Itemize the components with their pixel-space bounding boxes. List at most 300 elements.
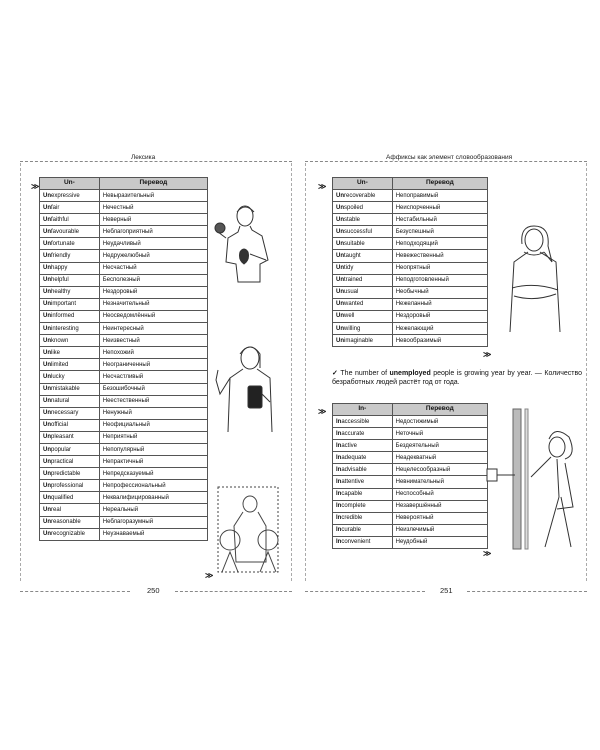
word-stem: imaginable	[344, 337, 374, 344]
word-cell	[40, 419, 100, 431]
translation-cell: Неквалифицированный	[99, 492, 207, 504]
woman-with-phone-illustration	[210, 342, 290, 437]
table-row	[333, 524, 488, 536]
chevron-icon: ≫	[205, 571, 212, 580]
word-stem: predictable	[51, 470, 81, 477]
word-cell	[40, 383, 100, 395]
word-prefix: Un	[43, 337, 51, 344]
table-row	[333, 298, 488, 310]
word-prefix: In	[336, 442, 342, 449]
translation-cell: Непохожий	[99, 347, 207, 359]
translation-cell: Бесполезный	[99, 274, 207, 286]
word-cell	[333, 190, 393, 202]
word-cell	[333, 500, 393, 512]
chevron-icon: ≫	[483, 350, 490, 359]
word-cell	[40, 456, 100, 468]
word-stem: practical	[51, 458, 74, 465]
word-stem: pleasant	[51, 434, 74, 441]
word-prefix: Un	[43, 277, 51, 284]
right-page	[305, 154, 587, 597]
column-header: Перевод	[392, 404, 487, 416]
translation-cell: Невежественный	[392, 250, 487, 262]
word-stem: limited	[51, 361, 69, 368]
word-prefix: Un	[43, 253, 51, 260]
translation-cell: Неподходящий	[392, 238, 487, 250]
table-row	[40, 238, 208, 250]
word-cell	[40, 504, 100, 516]
table-row	[333, 428, 488, 440]
word-stem: accessible	[341, 418, 370, 425]
example-text-start: The number of	[340, 370, 390, 377]
column-header: Перевод	[99, 178, 207, 190]
word-prefix: Un	[43, 265, 51, 272]
word-stem: expressive	[51, 192, 80, 199]
column-header: In-	[333, 404, 393, 416]
word-cell	[333, 452, 393, 464]
prefix-table-in	[332, 403, 488, 549]
word-prefix: Un	[43, 531, 51, 538]
translation-cell: Неблагоразумный	[99, 516, 207, 528]
word-prefix: Un	[336, 204, 344, 211]
table-row	[333, 500, 488, 512]
word-prefix: Un	[43, 325, 51, 332]
table-header-row	[40, 178, 208, 190]
word-prefix: Un	[43, 240, 51, 247]
word-stem: known	[51, 337, 69, 344]
translation-cell: Нежелающий	[392, 323, 487, 335]
word-cell	[40, 323, 100, 335]
woman-in-doorway-illustration	[485, 407, 580, 552]
word-cell	[40, 407, 100, 419]
word-cell	[333, 416, 393, 428]
translation-cell: Недостижимый	[392, 416, 487, 428]
translation-cell: Неадекватный	[392, 452, 487, 464]
word-stem: informed	[51, 313, 75, 320]
word-cell	[333, 262, 393, 274]
word-cell	[333, 238, 393, 250]
word-prefix: Un	[336, 301, 344, 308]
example-text-end: people is growing year by year. — Количество безработных людей растёт год от года.	[332, 370, 582, 386]
table-row	[40, 480, 208, 492]
translation-cell: Неофициальный	[99, 419, 207, 431]
word-prefix: Un	[43, 192, 51, 199]
word-stem: favourable	[51, 228, 80, 235]
word-prefix: Un	[43, 373, 51, 380]
word-stem: curable	[341, 527, 362, 534]
translation-cell: Невнимательный	[392, 476, 487, 488]
translation-cell: Нечестный	[99, 202, 207, 214]
table-row	[333, 488, 488, 500]
word-prefix: Un	[43, 361, 51, 368]
translation-cell: Непопулярный	[99, 443, 207, 455]
word-stem: complete	[341, 503, 366, 510]
word-prefix: Un	[43, 398, 51, 405]
translation-cell: Нецелесообразный	[392, 464, 487, 476]
word-stem: usual	[344, 289, 359, 296]
table-row	[333, 323, 488, 335]
word-prefix: Un	[336, 325, 344, 332]
word-prefix: Un	[43, 313, 51, 320]
word-stem: successful	[344, 228, 373, 235]
table-row	[40, 516, 208, 528]
word-prefix: Un	[43, 446, 51, 453]
translation-cell: Непрофессиональный	[99, 480, 207, 492]
word-cell	[333, 536, 393, 548]
word-stem: accurate	[341, 430, 365, 437]
word-prefix: Un	[43, 506, 51, 513]
word-prefix: In	[336, 430, 342, 437]
word-cell	[40, 359, 100, 371]
word-prefix: Un	[336, 216, 344, 223]
translation-cell: Неприятный	[99, 431, 207, 443]
table-row	[40, 443, 208, 455]
word-cell	[40, 371, 100, 383]
word-cell	[333, 214, 393, 226]
word-cell	[40, 310, 100, 322]
translation-cell: Неиспорченный	[392, 202, 487, 214]
translation-cell: Неестественный	[99, 395, 207, 407]
table-row	[40, 214, 208, 226]
word-prefix: In	[336, 479, 342, 486]
word-stem: adequate	[341, 454, 367, 461]
table-row	[40, 383, 208, 395]
word-stem: lucky	[51, 373, 65, 380]
word-prefix: Un	[43, 301, 51, 308]
word-cell	[40, 238, 100, 250]
word-cell	[333, 440, 393, 452]
translation-cell: Безошибочный	[99, 383, 207, 395]
word-prefix: In	[336, 539, 342, 546]
word-prefix: In	[336, 503, 342, 510]
table-row	[333, 310, 488, 322]
translation-cell: Неудобный	[392, 536, 487, 548]
example-keyword: unemployed	[389, 370, 431, 377]
word-stem: trained	[344, 277, 363, 284]
word-stem: well	[344, 313, 355, 320]
translation-cell: Бездеятельный	[392, 440, 487, 452]
person-behind-plants-illustration	[208, 482, 288, 577]
chevron-icon: ≫	[483, 549, 490, 558]
translation-cell: Неспособный	[392, 488, 487, 500]
table-row	[333, 476, 488, 488]
translation-cell: Невыразительный	[99, 190, 207, 202]
word-prefix: Un	[43, 349, 51, 356]
column-header: Un-	[40, 178, 100, 190]
word-cell	[40, 286, 100, 298]
table-row	[40, 298, 208, 310]
translation-cell: Неинтересный	[99, 323, 207, 335]
translation-cell: Непрактичный	[99, 456, 207, 468]
word-cell	[333, 428, 393, 440]
column-header: Un-	[333, 178, 393, 190]
word-prefix: Un	[43, 519, 51, 526]
table-row	[40, 371, 208, 383]
word-cell	[40, 528, 100, 540]
word-prefix: In	[336, 527, 342, 534]
word-prefix: Un	[43, 204, 51, 211]
word-stem: active	[341, 442, 358, 449]
word-prefix: Un	[336, 289, 344, 296]
word-stem: mistakable	[51, 386, 80, 393]
word-prefix: Un	[43, 386, 51, 393]
footer-rule	[467, 591, 587, 593]
translation-cell: Несчастливый	[99, 371, 207, 383]
word-prefix: In	[336, 454, 342, 461]
translation-cell: Ненужный	[99, 407, 207, 419]
word-prefix: In	[336, 515, 342, 522]
word-stem: real	[51, 506, 62, 513]
translation-cell: Неизвестный	[99, 335, 207, 347]
word-prefix: Un	[43, 228, 51, 235]
word-stem: important	[51, 301, 77, 308]
table-row	[40, 359, 208, 371]
word-stem: suitable	[344, 240, 365, 247]
word-cell	[333, 250, 393, 262]
translation-cell: Необычный	[392, 286, 487, 298]
word-stem: interesting	[51, 325, 79, 332]
word-cell	[40, 395, 100, 407]
translation-cell: Неподготовленный	[392, 274, 487, 286]
translation-cell: Неблагоприятный	[99, 226, 207, 238]
prefix-table-un	[39, 177, 208, 541]
chevron-icon: ≫	[318, 407, 325, 416]
table-row	[40, 250, 208, 262]
word-prefix: Un	[43, 422, 51, 429]
translation-cell: Неосведомлённый	[99, 310, 207, 322]
table-row	[40, 262, 208, 274]
word-stem: fortunate	[51, 240, 75, 247]
word-cell	[40, 214, 100, 226]
word-prefix: Un	[336, 265, 344, 272]
word-stem: recognizable	[51, 531, 86, 538]
word-cell	[40, 468, 100, 480]
translation-cell: Неточный	[392, 428, 487, 440]
table-row	[40, 504, 208, 516]
word-prefix: Un	[43, 216, 51, 223]
table-row	[333, 190, 488, 202]
translation-cell: Неограниченный	[99, 359, 207, 371]
word-cell	[333, 202, 393, 214]
table-row	[40, 456, 208, 468]
margin-rule	[20, 163, 21, 581]
table-row	[40, 395, 208, 407]
table-row	[333, 416, 488, 428]
translation-cell: Неузнаваемый	[99, 528, 207, 540]
left-page	[20, 154, 292, 597]
translation-cell: Нереальный	[99, 504, 207, 516]
word-cell	[40, 443, 100, 455]
translation-cell: Незначительный	[99, 298, 207, 310]
table-row	[333, 262, 488, 274]
word-stem: spoiled	[344, 204, 364, 211]
word-stem: faithful	[51, 216, 69, 223]
word-prefix: In	[336, 491, 342, 498]
translation-cell: Недружелюбный	[99, 250, 207, 262]
word-stem: attentive	[341, 479, 365, 486]
translation-cell: Безуспешный	[392, 226, 487, 238]
checkmark-icon: ✓	[332, 370, 339, 377]
table-row	[40, 335, 208, 347]
table-row	[40, 468, 208, 480]
column-header: Перевод	[392, 178, 487, 190]
word-prefix: In	[336, 466, 342, 473]
word-cell	[333, 335, 393, 347]
footer-rule	[20, 591, 130, 593]
woman-with-plant-illustration	[210, 202, 282, 287]
table-row	[40, 528, 208, 540]
table-row	[333, 274, 488, 286]
word-prefix: Un	[43, 434, 51, 441]
word-prefix: Un	[336, 228, 344, 235]
table-row	[40, 419, 208, 431]
word-cell	[333, 476, 393, 488]
translation-cell: Незавершённый	[392, 500, 487, 512]
word-cell	[333, 524, 393, 536]
header-rule	[20, 161, 292, 163]
table-row	[333, 452, 488, 464]
word-cell	[40, 190, 100, 202]
table-row	[40, 274, 208, 286]
word-cell	[40, 347, 100, 359]
word-stem: credible	[341, 515, 363, 522]
table-row	[333, 238, 488, 250]
word-stem: like	[51, 349, 61, 356]
table-row	[333, 464, 488, 476]
table-row	[40, 431, 208, 443]
word-prefix: In	[336, 418, 342, 425]
word-prefix: Un	[336, 240, 344, 247]
chevron-icon: ≫	[31, 182, 38, 191]
word-stem: advisable	[341, 466, 367, 473]
word-prefix: Un	[43, 289, 51, 296]
word-cell	[40, 202, 100, 214]
table-row	[40, 202, 208, 214]
word-cell	[333, 226, 393, 238]
word-cell	[40, 480, 100, 492]
translation-cell: Невероятный	[392, 512, 487, 524]
word-cell	[40, 335, 100, 347]
table-row	[333, 440, 488, 452]
word-cell	[40, 431, 100, 443]
word-cell	[333, 323, 393, 335]
margin-rule	[586, 163, 587, 581]
margin-rule	[305, 163, 306, 581]
chevron-icon: ≫	[318, 182, 325, 191]
word-cell	[40, 516, 100, 528]
header-rule	[305, 161, 587, 163]
word-prefix: Un	[336, 277, 344, 284]
table-row	[40, 347, 208, 359]
word-stem: reasonable	[51, 519, 81, 526]
footer-rule	[175, 591, 292, 593]
translation-cell: Нездоровый	[392, 310, 487, 322]
word-prefix: Un	[43, 494, 51, 501]
word-stem: taught	[344, 253, 361, 260]
table-row	[40, 492, 208, 504]
word-cell	[40, 298, 100, 310]
word-stem: fair	[51, 204, 60, 211]
word-prefix: Un	[336, 192, 344, 199]
table-row	[333, 226, 488, 238]
page-title: Лексика	[128, 154, 158, 161]
table-header-row	[333, 404, 488, 416]
word-prefix: Un	[43, 410, 51, 417]
word-stem: tidy	[344, 265, 354, 272]
translation-cell: Неудачливый	[99, 238, 207, 250]
word-cell	[333, 512, 393, 524]
word-prefix: Un	[336, 313, 344, 320]
example-sentence	[332, 369, 582, 387]
word-stem: willing	[344, 325, 361, 332]
footer-rule	[305, 591, 425, 593]
word-cell	[40, 274, 100, 286]
word-stem: necessary	[51, 410, 79, 417]
word-cell	[40, 250, 100, 262]
word-stem: healthy	[51, 289, 71, 296]
word-stem: capable	[341, 491, 363, 498]
table-row	[40, 190, 208, 202]
word-cell	[40, 492, 100, 504]
word-cell	[333, 488, 393, 500]
word-stem: convenient	[341, 539, 371, 546]
margin-rule	[291, 163, 292, 581]
translation-cell: Нездоровый	[99, 286, 207, 298]
word-prefix: Un	[43, 470, 51, 477]
table-row	[333, 202, 488, 214]
table-row	[333, 512, 488, 524]
word-stem: popular	[51, 446, 72, 453]
translation-cell: Непоправимый	[392, 190, 487, 202]
translation-cell: Нежеланный	[392, 298, 487, 310]
translation-cell: Нестабильный	[392, 214, 487, 226]
prefix-table-un	[332, 177, 488, 347]
translation-cell: Неверный	[99, 214, 207, 226]
word-cell	[333, 310, 393, 322]
word-stem: qualified	[51, 494, 74, 501]
word-stem: official	[51, 422, 68, 429]
word-stem: wanted	[344, 301, 364, 308]
table-row	[40, 323, 208, 335]
word-stem: recoverable	[344, 192, 376, 199]
word-prefix: Un	[43, 482, 51, 489]
word-stem: stable	[344, 216, 361, 223]
word-stem: happy	[51, 265, 68, 272]
word-stem: natural	[51, 398, 70, 405]
page-number: 251	[440, 586, 453, 595]
word-cell	[40, 226, 100, 238]
table-row	[333, 335, 488, 347]
translation-cell: Невообразимый	[392, 335, 487, 347]
table-row	[40, 407, 208, 419]
table-row	[40, 226, 208, 238]
word-cell	[333, 464, 393, 476]
word-stem: helpful	[51, 277, 69, 284]
table-row	[40, 286, 208, 298]
table-row	[333, 536, 488, 548]
table-row	[333, 286, 488, 298]
woman-arms-crossed-illustration	[500, 222, 570, 337]
table-row	[333, 214, 488, 226]
translation-cell: Неизлечимый	[392, 524, 487, 536]
page-title: Аффиксы как элемент словообразования	[383, 154, 515, 161]
word-cell	[333, 274, 393, 286]
page-number: 250	[147, 586, 160, 595]
translation-cell: Неопрятный	[392, 262, 487, 274]
table-header-row	[333, 178, 488, 190]
word-cell	[40, 262, 100, 274]
word-stem: friendly	[51, 253, 71, 260]
word-stem: professional	[51, 482, 84, 489]
